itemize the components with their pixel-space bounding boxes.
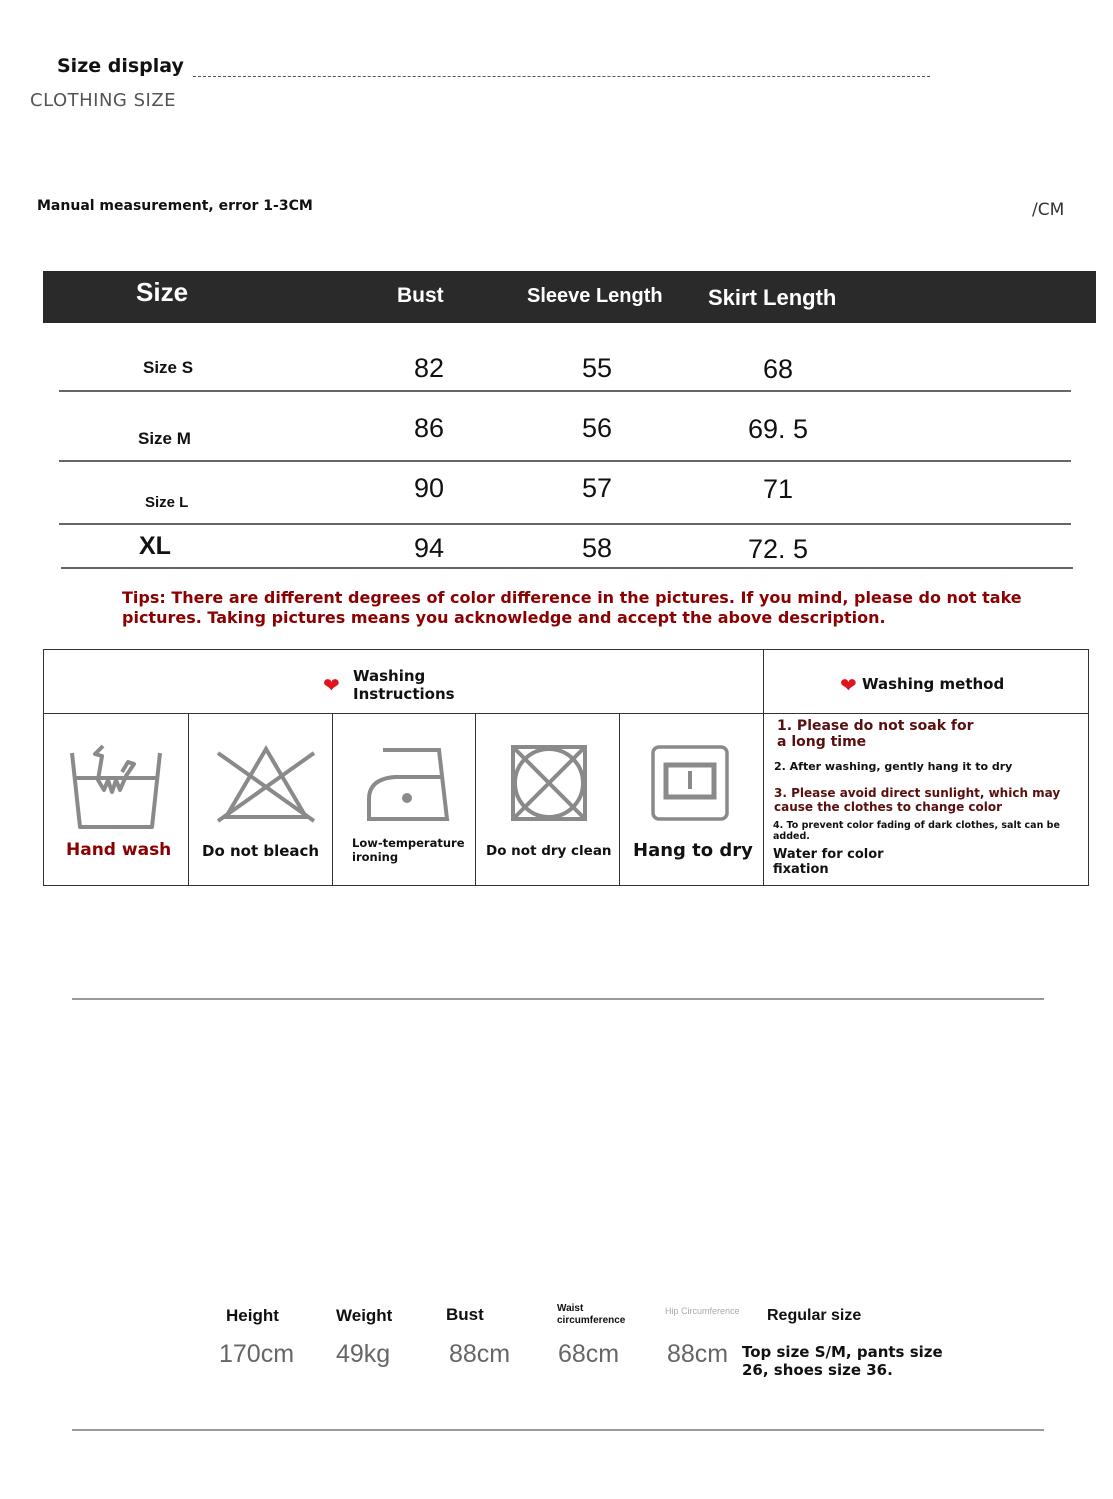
column-header-sleeve-length: Sleeve Length [527, 285, 663, 307]
table-divider [619, 713, 620, 885]
washing-method-5: Water for color fixation [773, 847, 884, 877]
care-label-do-not-dry-clean: Do not dry clean [486, 843, 612, 859]
page-subtitle: CLOTHING SIZE [30, 90, 177, 111]
model-regular-size-text: Top size S/M, pants size 26, shoes size 36. [742, 1343, 943, 1379]
section-divider [72, 998, 1044, 1000]
table-divider [188, 713, 189, 885]
model-value-height: 170cm [219, 1340, 295, 1368]
low-temperature-iron-icon [365, 747, 451, 823]
washing-method-3: 3. Please avoid direct sunlight, which may cause the clothes to change color [774, 786, 1061, 814]
washing-method-title: Washing method [862, 675, 1005, 693]
cell-bust: 86 [413, 413, 445, 443]
care-label-do-not-bleach: Do not bleach [202, 842, 320, 860]
model-label-waist: Waist circumference [557, 1303, 626, 1326]
section-divider [72, 1429, 1044, 1431]
color-difference-tips: Tips: There are different degrees of color difference in the pictures. If you mind, please do not take pictures. Taking pictures means you acknowledge and accept the above description. [122, 588, 1022, 627]
table-divider [475, 713, 476, 885]
table-divider [332, 713, 333, 885]
cell-sleeve: 58 [581, 533, 613, 563]
column-header-skirt-length: Skirt Length [708, 285, 837, 310]
unit-label: /CM [1032, 200, 1065, 220]
size-table-header [43, 271, 1096, 323]
row-size-label: Size M [138, 429, 191, 448]
model-value-weight: 49kg [336, 1340, 391, 1368]
care-label-hang-to-dry: Hang to dry [633, 840, 753, 861]
row-divider [61, 567, 1073, 569]
do-not-bleach-icon [214, 745, 318, 825]
column-header-bust: Bust [397, 284, 444, 307]
care-label-hand-wash: Hand wash [66, 840, 172, 860]
model-value-hip: 88cm [667, 1340, 729, 1368]
title-divider [193, 76, 930, 77]
row-size-label: XL [139, 532, 171, 560]
cell-skirt: 68 [762, 354, 794, 384]
cell-skirt: 69. 5 [747, 414, 809, 444]
washing-method-1: 1. Please do not soak for a long time [777, 718, 974, 751]
heart-icon: ❤ [840, 673, 857, 697]
care-label-low-temperature-ironing: Low-temperature ironing [352, 836, 465, 864]
model-label-hip: Hip Circumference [665, 1306, 740, 1316]
heart-icon: ❤ [323, 673, 340, 697]
row-divider [59, 523, 1071, 525]
model-value-waist: 68cm [558, 1340, 620, 1368]
measurement-note: Manual measurement, error 1-3CM [37, 198, 313, 214]
cell-bust: 82 [413, 353, 445, 383]
model-value-bust: 88cm [449, 1340, 511, 1368]
cell-skirt: 72. 5 [747, 534, 809, 564]
washing-method-2: 2. After washing, gently hang it to dry [774, 760, 1013, 773]
cell-bust: 90 [413, 473, 445, 503]
row-divider [59, 460, 1071, 462]
do-not-dry-clean-icon [511, 745, 587, 821]
row-size-label: Size S [143, 358, 194, 377]
cell-sleeve: 57 [581, 473, 613, 503]
column-header-size: Size [136, 277, 189, 307]
hand-wash-icon [68, 740, 164, 830]
model-label-bust: Bust [446, 1305, 484, 1324]
table-divider [763, 650, 764, 885]
hang-to-dry-icon [651, 745, 729, 821]
model-label-regular-size: Regular size [767, 1307, 862, 1324]
row-size-label: Size L [145, 494, 189, 511]
washing-instructions-title: Washing Instructions [353, 667, 455, 703]
cell-sleeve: 56 [581, 413, 613, 443]
model-label-height: Height [226, 1306, 279, 1325]
page-title: Size display [57, 55, 184, 77]
model-label-weight: Weight [336, 1306, 393, 1325]
washing-method-4: 4. To prevent color fading of dark clothes, salt can be added. [773, 820, 1060, 842]
table-divider [44, 713, 1088, 714]
washing-table [43, 649, 1089, 886]
cell-bust: 94 [413, 533, 445, 563]
cell-skirt: 71 [762, 474, 794, 504]
row-divider [59, 390, 1071, 392]
cell-sleeve: 55 [581, 353, 613, 383]
